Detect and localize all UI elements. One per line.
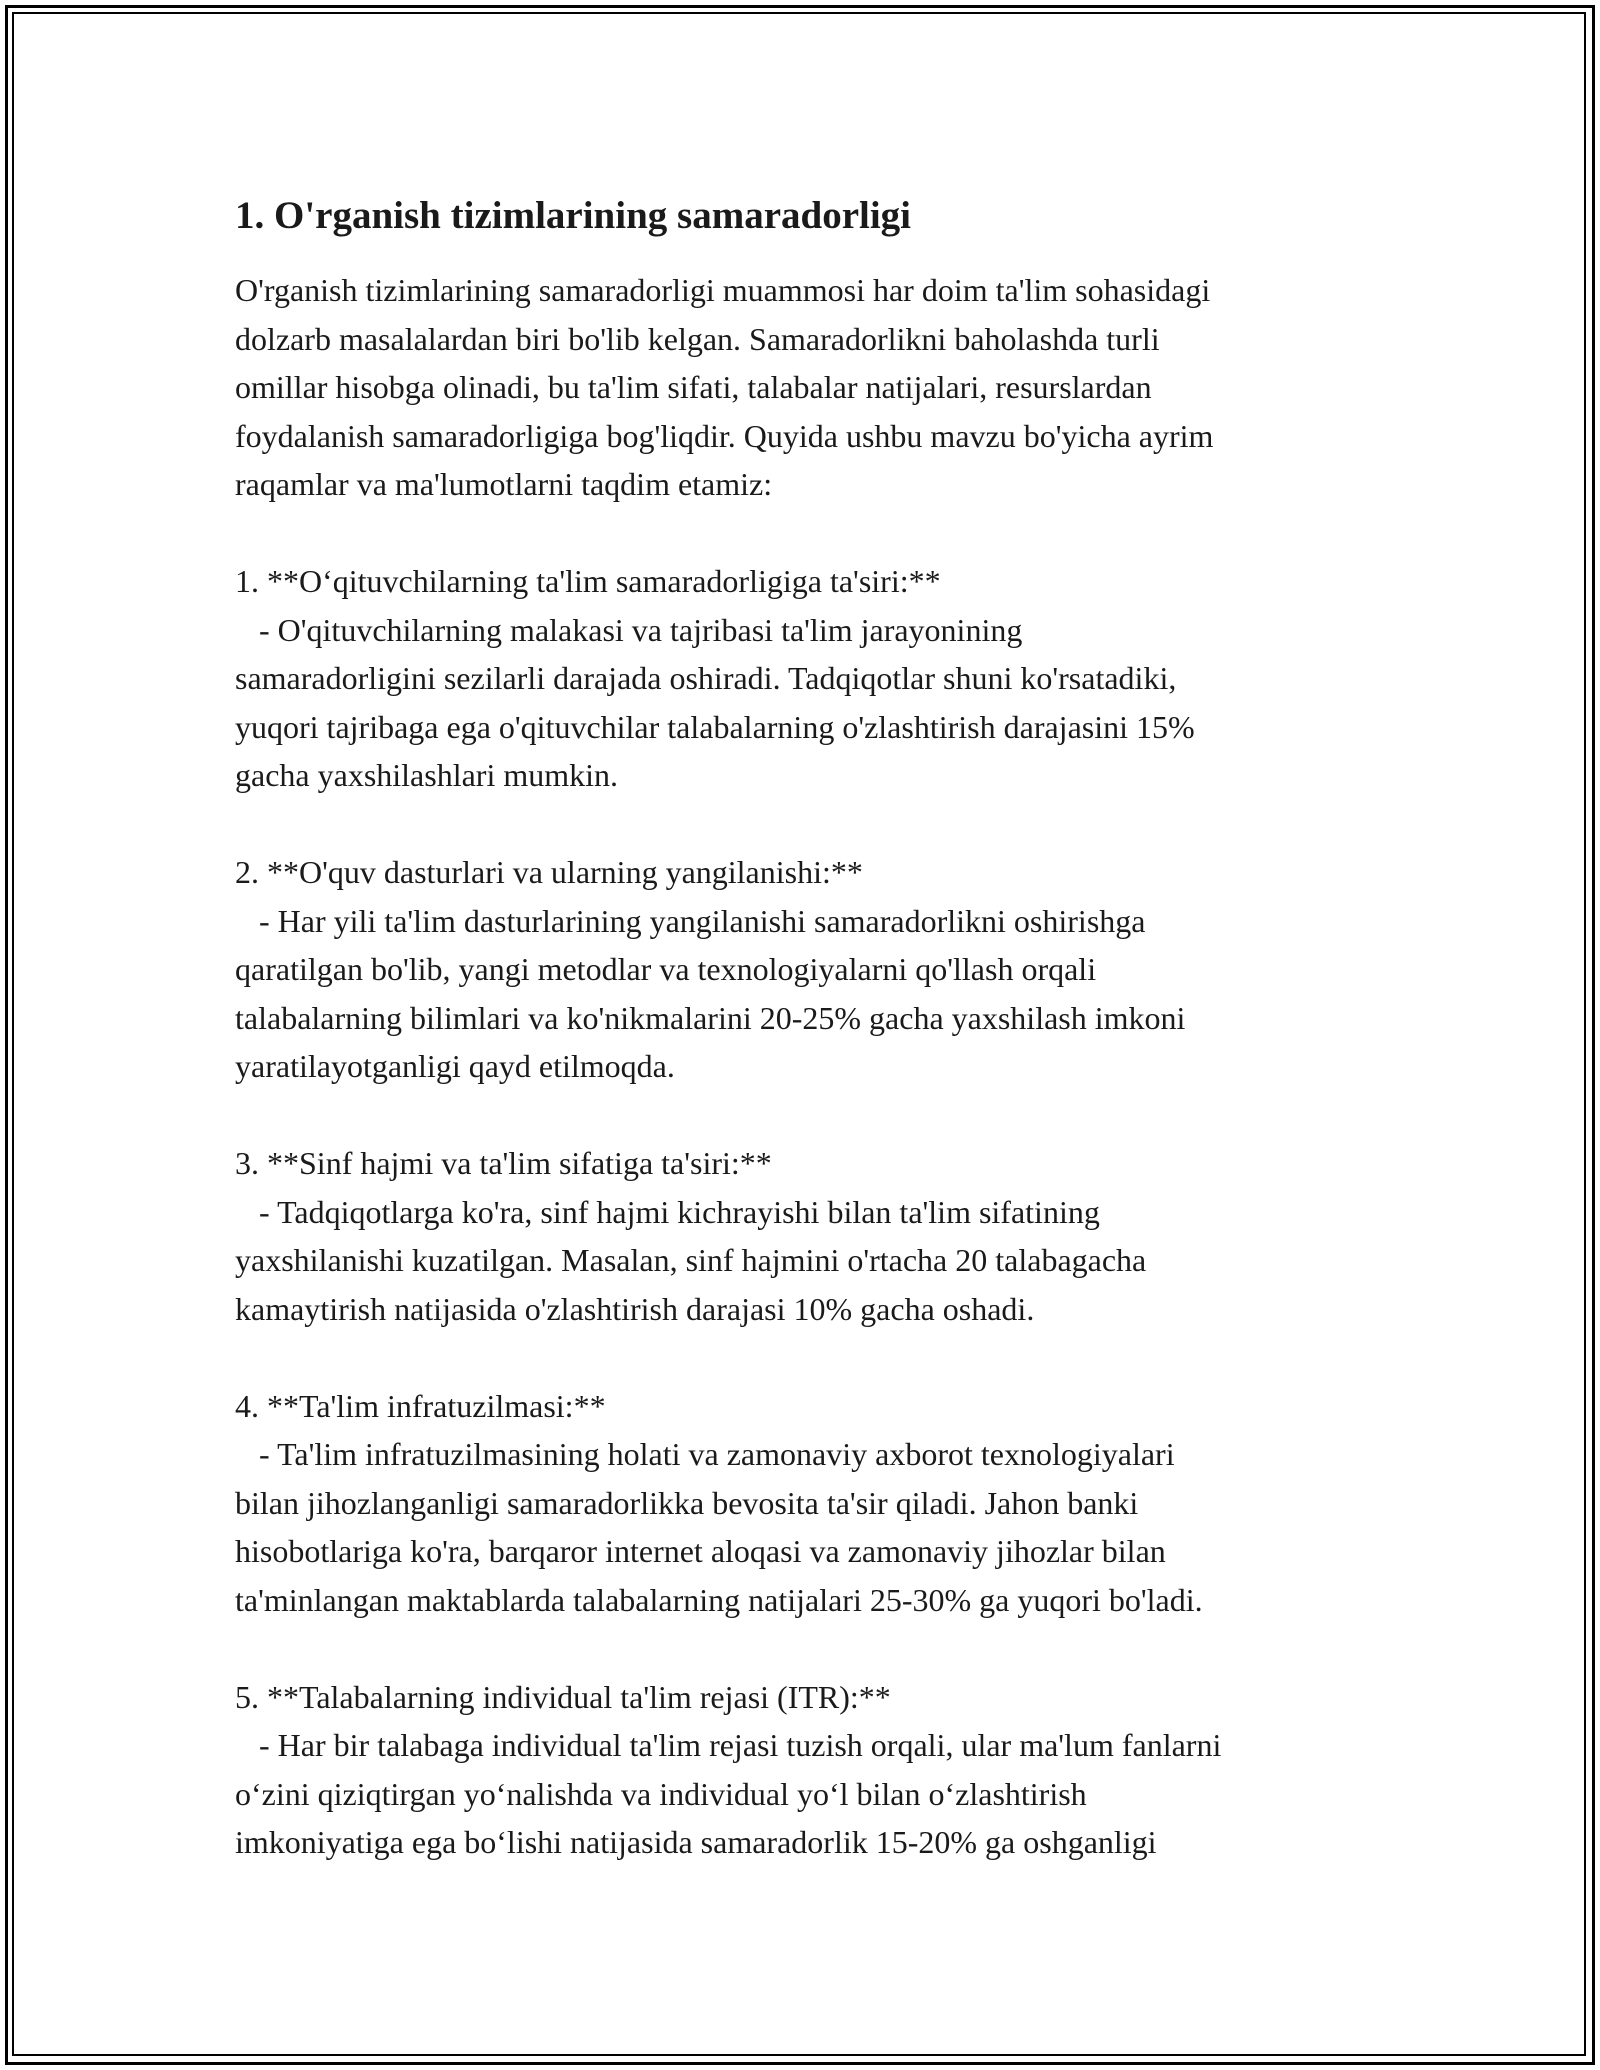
list-item-2 (235, 848, 1385, 1091)
list-item-text: - Har yili ta'lim dasturlarining yangilanishi samaradorlikni oshirishga qaratilgan bo'lib, yangi metodlar va texnologiyalarni qo'llash orqali talabalarning bilimlari va ko'nikmalarini 20-25% gacha yaxshilash imkoni yaratilayotganligi qayd etilmoqda. (235, 902, 1186, 1084)
list-item-heading: 4. **Ta'lim infratuzilmasi:** (235, 1387, 606, 1424)
list-item-text: - Har bir talabaga individual ta'lim rejasi tuzish orqali, ular ma'lum fanlarni o‘zini qiziqtirgan yo‘nalishda va individual yo‘l bilan o‘zlashtirish imkoniyatiga ega bo‘lishi natijasida samaradorlik 15-20% ga oshganligi (235, 1727, 1222, 1860)
list-item-text: - O'qituvchilarning malakasi va tajribasi ta'lim jarayonining samaradorligini sezilarli darajada oshiradi. Tadqiqotlar shuni ko'rsatadiki, yuqori tajribaga ega o'qituvchilar talabalarning o'zlashtirish darajasini 15% gacha yaxshilashlari mumkin. (235, 611, 1195, 793)
list-item-heading: 5. **Talabalarning individual ta'lim rejasi (ITR):** (235, 1678, 891, 1715)
list-item-heading: 2. **O'quv dasturlari va ularning yangilanishi:** (235, 854, 863, 890)
document-title: 1. O'rganish tizimlarining samaradorligi (235, 194, 912, 237)
intro-paragraph: O'rganish tizimlarining samaradorligi muammosi har doim ta'lim sohasidagi dolzarb masalalardan biri bo'lib kelgan. Samaradorlikni baholashda turli omillar hisobga olinadi, bu ta'lim sifati, talabalar natijalari, resurslardan foydalanish samaradorligiga bog'liqdir. Quyida ushbu mavzu bo'yicha ayrim raqamlar va ma'lumotlarni taqdim etamiz: (235, 272, 1214, 502)
list-item-5 (235, 1673, 1385, 1867)
list-item-heading: 1. **O‘qituvchilarning ta'lim samaradorligiga ta'siri:** (235, 563, 941, 599)
document-body (235, 188, 1385, 1867)
list-item-text: - Ta'lim infratuzilmasining holati va zamonaviy axborot texnologiyalari bilan jihozlanganligi samaradorlikka bevosita ta'sir qiladi. Jahon banki hisobotlariga ko'ra, barqaror internet aloqasi va zamonaviy jihozlar bilan ta'minlangan maktablarda talabalarning natijalari 25-30% ga yuqori bo'ladi. (235, 1436, 1203, 1618)
list-item-text: - Tadqiqotlarga ko'ra, sinf hajmi kichrayishi bilan ta'lim sifatining yaxshilanishi kuzatilgan. Masalan, sinf hajmini o'rtacha 20 talabagacha kamaytirish natijasida o'zlashtirish darajasi 10% gacha oshadi. (235, 1193, 1147, 1327)
list-item-1 (235, 557, 1385, 800)
list-item-heading: 3. **Sinf hajmi va ta'lim sifatiga ta'siri:** (235, 1145, 772, 1181)
list-item-4 (235, 1382, 1385, 1625)
list-item-3 (235, 1139, 1385, 1333)
